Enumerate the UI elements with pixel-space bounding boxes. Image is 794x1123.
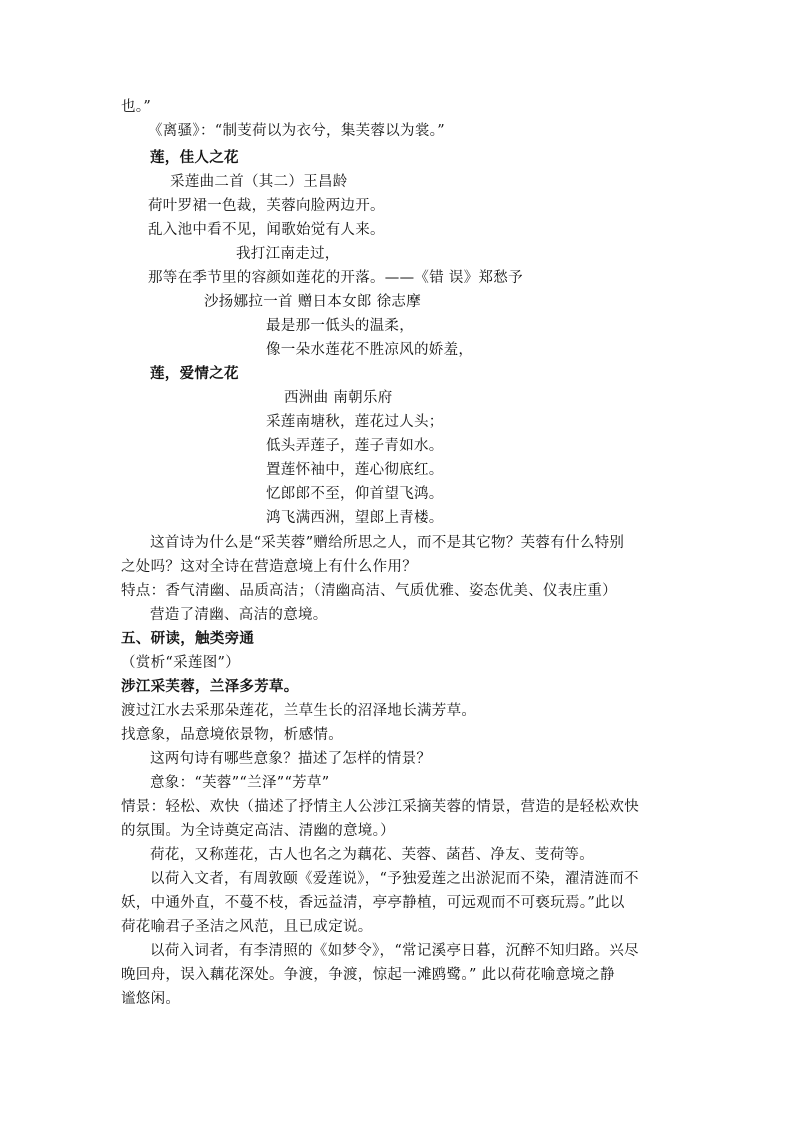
poem-line: 那等在季节里的容颜如莲花的开落。——《错 误》郑愁予: [148, 270, 523, 286]
poem-title: 沙扬娜拉一首 赠日本女郎 徐志摩: [204, 294, 422, 310]
paragraph-line: 谧悠闲。: [121, 991, 181, 1007]
paragraph-line: 这首诗为什么是“采芙蓉”赠给所思之人，而不是其它物？芙蓉有什么特别: [150, 535, 625, 551]
paragraph-line: 以荷入文者，有周敦颐《爱莲说》，“予独爱莲之出淤泥而不染，濯清涟而不: [150, 871, 639, 887]
paragraph-line: 特点：香气清幽、品质高洁；（清幽高洁、气质优雅、姿态优美、仪表庄重）: [121, 583, 617, 599]
poem-line: 低头弄莲子，莲子青如水。: [266, 438, 444, 454]
section-heading: 莲，佳人之花: [150, 150, 239, 166]
poem-line: 鸿飞满西洲，望郎上青楼。: [266, 510, 444, 526]
poem-title: 采莲曲二首（其二）王昌龄: [170, 174, 348, 190]
paragraph-line: 意象：“芙蓉”“兰泽”“芳草”: [150, 775, 330, 791]
paragraph-line: 荷花，又称莲花，古人也名之为藕花、芙蓉、菡萏、净友、芰荷等。: [150, 847, 594, 863]
paragraph-line: 之处吗？这对全诗在营造意境上有什么作用？: [121, 559, 417, 575]
paragraph-line: 晚回舟，误入藕花深处。争渡，争渡，惊起一滩鸥鹭。” 此以荷花喻意境之静: [121, 967, 615, 983]
paragraph-line: 的氛围。为全诗奠定高洁、清幽的意境。）: [121, 823, 395, 839]
paragraph-line: 找意象，品意境依景物，析感情。: [121, 727, 343, 743]
poem-line: 最是那一低头的温柔，: [266, 318, 414, 334]
section-heading: 五、研读，触类旁通: [121, 631, 255, 647]
paragraph-line: （赏析“采莲图”）: [121, 655, 241, 671]
paragraph-line: 荷花喻君子圣洁之风范，且已成定说。: [121, 919, 373, 935]
poem-line: 忆郎郎不至，仰首望飞鸿。: [266, 486, 444, 502]
poem-line: 置莲怀袖中，莲心彻底红。: [266, 462, 444, 478]
poem-line: 乱入池中看不见，闻歌始觉有人来。: [148, 222, 385, 238]
poem-line: 像一朵水莲花不胜凉风的娇羞，: [266, 342, 474, 358]
section-heading: 莲，爱情之花: [150, 366, 239, 382]
paragraph-line: 营造了清幽、高洁的意境。: [150, 607, 328, 623]
paragraph-line: 情景：轻松、欢快（描述了抒情主人公涉江采摘芙蓉的情景，营造的是轻松欢快: [121, 799, 639, 815]
text-line: 也。”: [121, 99, 152, 115]
poem-line: 采莲南塘秋，莲花过人头；: [266, 414, 444, 430]
poem-line: 我打江南走过，: [236, 246, 340, 262]
paragraph-line: 妖，中通外直，不蔓不枝，香远益清，亭亭静植，可远观而不可亵玩焉。”此以: [121, 895, 625, 911]
paragraph-line: 渡过江水去采那朵莲花，兰草生长的沼泽地长满芳草。: [121, 703, 477, 719]
paragraph-line: 这两句诗有哪些意象？描述了怎样的情景？: [150, 751, 432, 767]
text-line: 《离骚》：“制芰荷以为衣兮，集芙蓉以为裳。”: [148, 123, 445, 139]
poem-heading: 涉江采芙蓉，兰泽多芳草。: [121, 679, 299, 695]
poem-line: 荷叶罗裙一色裁，芙蓉向脸两边开。: [148, 198, 385, 214]
poem-title: 西洲曲 南朝乐府: [284, 390, 393, 406]
paragraph-line: 以荷入词者，有李清照的《如梦令》，“常记溪亭日暮，沉醉不知归路。兴尽: [150, 943, 639, 959]
